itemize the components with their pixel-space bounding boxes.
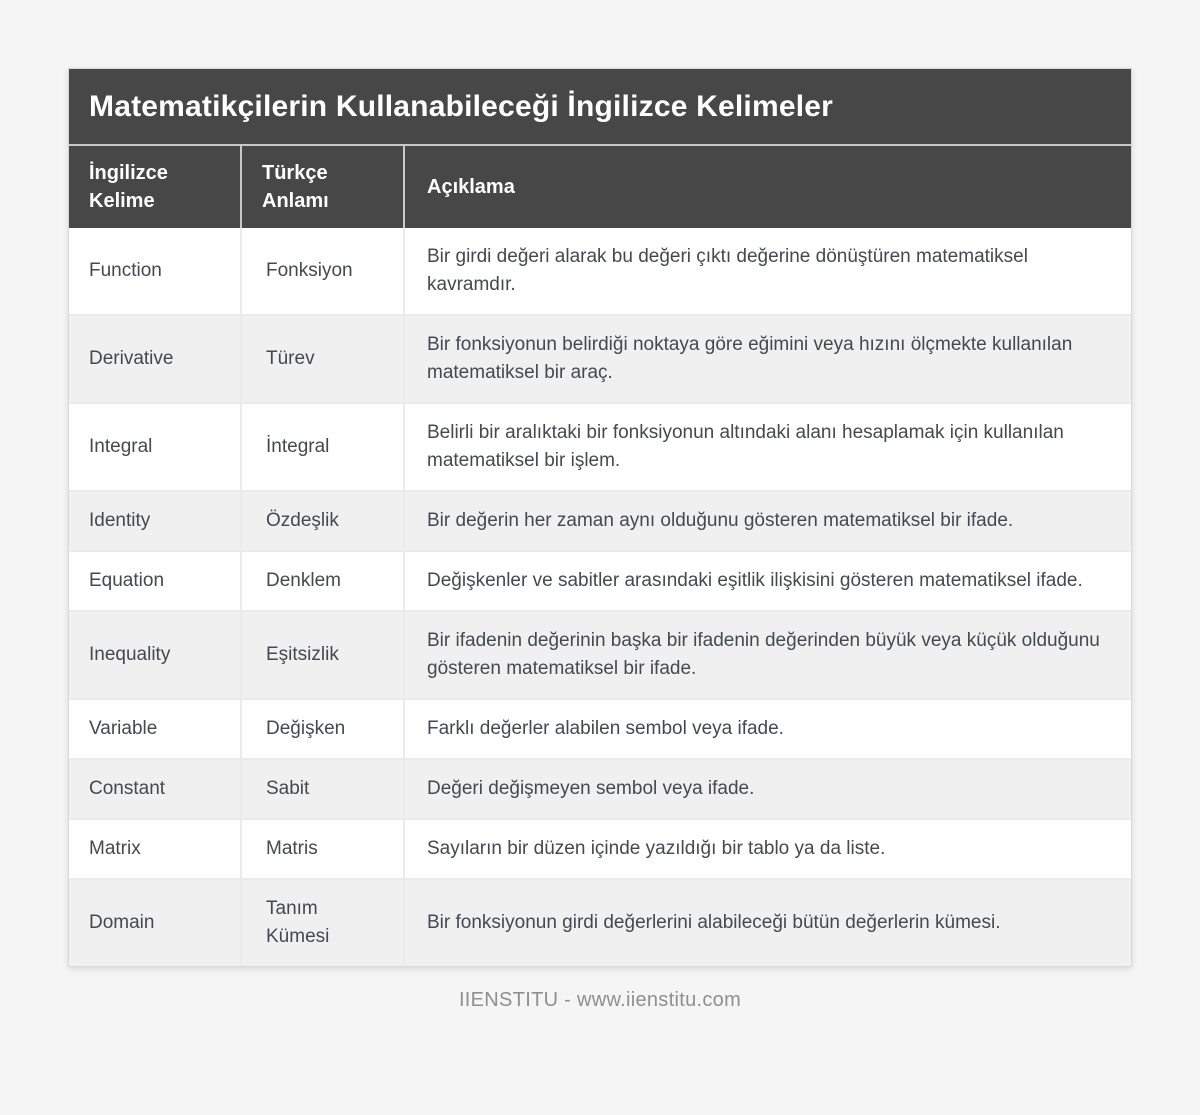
vocab-table-card bbox=[68, 68, 1132, 967]
turkish-meaning: Eşitsizlik bbox=[241, 611, 404, 699]
table-row bbox=[69, 611, 1131, 699]
english-word: Equation bbox=[69, 551, 241, 611]
description: Değeri değişmeyen sembol veya ifade. bbox=[404, 759, 1131, 819]
english-word: Integral bbox=[69, 403, 241, 491]
table-header-row bbox=[69, 145, 1131, 228]
english-word: Variable bbox=[69, 699, 241, 759]
english-word: Matrix bbox=[69, 819, 241, 879]
col-header-english-word: İngilizce Kelime bbox=[69, 145, 241, 228]
turkish-meaning: Değişken bbox=[241, 699, 404, 759]
english-word: Derivative bbox=[69, 315, 241, 403]
table-row bbox=[69, 403, 1131, 491]
table-row bbox=[69, 551, 1131, 611]
turkish-meaning: Fonksiyon bbox=[241, 228, 404, 315]
vocab-table bbox=[69, 144, 1131, 966]
description: Bir girdi değeri alarak bu değeri çıktı değerine dönüştüren matematiksel kavramdır. bbox=[404, 228, 1131, 315]
table-row bbox=[69, 315, 1131, 403]
description: Bir fonksiyonun belirdiği noktaya göre eğimini veya hızını ölçmekte kullanılan matematiksel bir araç. bbox=[404, 315, 1131, 403]
table-row bbox=[69, 699, 1131, 759]
turkish-meaning: Tanım Kümesi bbox=[241, 879, 404, 966]
table-row bbox=[69, 819, 1131, 879]
turkish-meaning: Türev bbox=[241, 315, 404, 403]
english-word: Function bbox=[69, 228, 241, 315]
table-row bbox=[69, 228, 1131, 315]
description: Bir değerin her zaman aynı olduğunu gösteren matematiksel bir ifade. bbox=[404, 491, 1131, 551]
table-title-bar bbox=[69, 69, 1131, 144]
col-header-description: Açıklama bbox=[404, 145, 1131, 228]
turkish-meaning: Sabit bbox=[241, 759, 404, 819]
page-title: Matematikçilerin Kullanabileceği İngilizce Kelimeler bbox=[89, 89, 833, 123]
description: Bir ifadenin değerinin başka bir ifadenin değerinden büyük veya küçük olduğunu gösteren matematiksel bir ifade. bbox=[404, 611, 1131, 699]
description: Sayıların bir düzen içinde yazıldığı bir tablo ya da liste. bbox=[404, 819, 1131, 879]
turkish-meaning: İntegral bbox=[241, 403, 404, 491]
col-header-turkish-meaning: Türkçe Anlamı bbox=[241, 145, 404, 228]
description: Bir fonksiyonun girdi değerlerini alabileceği bütün değerlerin kümesi. bbox=[404, 879, 1131, 966]
english-word: Identity bbox=[69, 491, 241, 551]
table-row bbox=[69, 491, 1131, 551]
english-word: Domain bbox=[69, 879, 241, 966]
table-row bbox=[69, 759, 1131, 819]
turkish-meaning: Matris bbox=[241, 819, 404, 879]
table-row bbox=[69, 879, 1131, 966]
english-word: Constant bbox=[69, 759, 241, 819]
english-word: Inequality bbox=[69, 611, 241, 699]
description: Farklı değerler alabilen sembol veya ifade. bbox=[404, 699, 1131, 759]
footer-credit: IIENSTITU - www.iienstitu.com bbox=[458, 989, 742, 1011]
description: Belirli bir aralıktaki bir fonksiyonun altındaki alanı hesaplamak için kullanılan matematiksel bir işlem. bbox=[404, 403, 1131, 491]
description: Değişkenler ve sabitler arasındaki eşitlik ilişkisini gösteren matematiksel ifade. bbox=[404, 551, 1131, 611]
turkish-meaning: Denklem bbox=[241, 551, 404, 611]
turkish-meaning: Özdeşlik bbox=[241, 491, 404, 551]
